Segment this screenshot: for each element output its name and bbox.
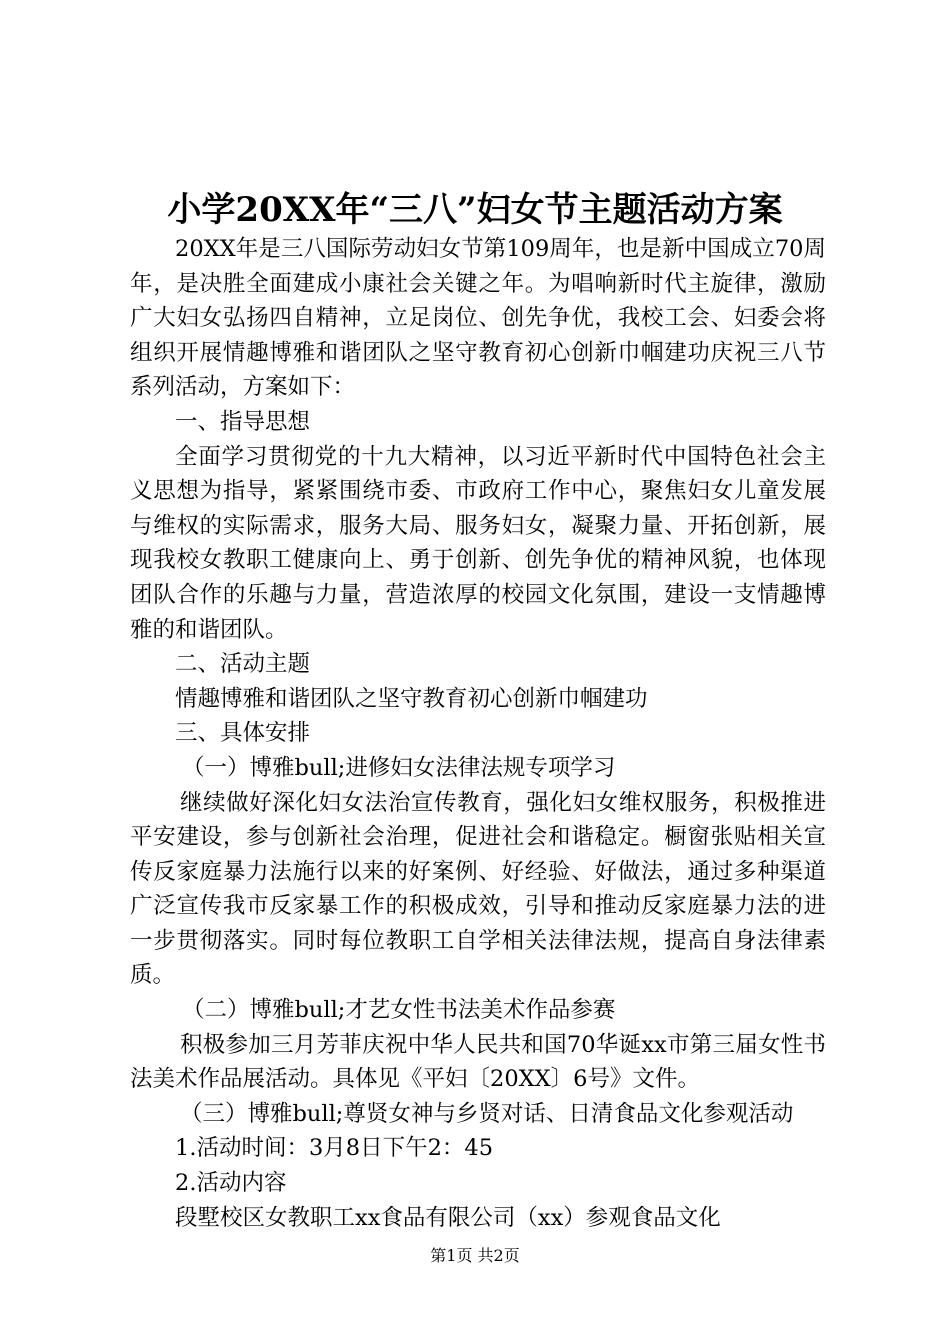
intro-paragraph: 20XX年是三八国际劳动妇女节第109周年，也是新中国成立70周年，是决胜全面建成小康社会关键之年。为唱响新时代主旋律，激励广大妇女弘扬四自精神，立足岗位、创先争优，我校工会、妇委会将组织开展情趣博雅和谐团队之坚守教育初心创新巾帼建功庆祝三八节系列活动，方案如下： [130,236,826,401]
subsection-heading-1: （一）博雅bull;进修妇女法律法规专项学习 [182,754,616,781]
subsection-heading-3: （三）博雅bull;尊贤女神与乡贤对话、日清食品文化参观活动 [180,1100,794,1127]
page-footer: 第1页 共2页 [430,1246,520,1265]
activity-content-paragraph: 段墅校区女教职工xx食品有限公司（xx）参观食品文化 [175,1204,721,1231]
document-body [130,232,826,1235]
subsection-heading-2: （二）博雅bull;才艺女性书法美术作品参赛 [182,997,616,1024]
guiding-thought-paragraph: 全面学习贯彻党的十九大精神，以习近平新时代中国特色社会主义思想为指导，紧紧围绕市委、市政府工作中心，聚焦妇女儿童发展与维权的实际需求，服务大局、服务妇女，凝聚力量、开拓创新，展现我校女教职工健康向上、勇于创新、创先争优的精神风貌，也体现团队合作的乐趣与力量，营造浓厚的校园文化氛围，建设一支情趣博雅的和谐团队。 [130,443,826,643]
section-heading-guiding-thought: 一、指导思想 [175,408,311,435]
section-heading-activity-theme: 二、活动主题 [175,651,311,678]
subsection-2-paragraph: 积极参加三月芳菲庆祝中华人民共和国70华诞xx市第三届女性书法美术作品展活动。具体见《平妇〔20XX〕6号》文件。 [130,1031,826,1093]
subsection-1-paragraph: 继续做好深化妇女法治宣传教育，强化妇女维权服务，积极推进平安建设，参与创新社会治理，促进社会和谐稳定。橱窗张贴相关宣传反家庭暴力法施行以来的好案例、好经验、好做法，通过多种渠道广泛宣传我市反家暴工作的积极成效，引导和推动反家庭暴力法的进一步贯彻落实。同时每位教职工自学相关法律法规，提高自身法律素质。 [130,789,826,989]
activity-content-item: 2.活动内容 [175,1170,287,1197]
activity-theme-paragraph: 情趣博雅和谐团队之坚守教育初心创新巾帼建功 [175,685,648,712]
document-title: 小学20XX年“三八”妇女节主题活动方案 [167,190,783,230]
section-heading-arrangements: 三、具体安排 [175,720,311,747]
activity-time-item: 1.活动时间：3月8日下午2：45 [175,1135,494,1162]
